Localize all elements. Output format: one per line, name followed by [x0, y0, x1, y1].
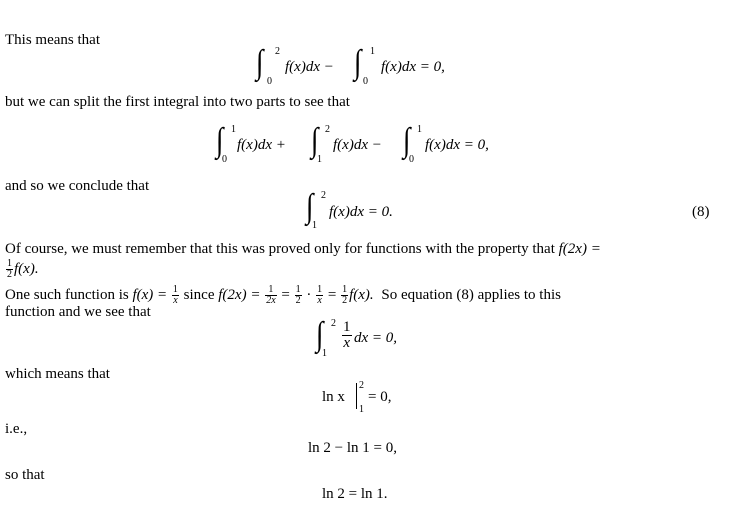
fraction-one-over-x: $\frac{1}{x}$ [317, 284, 323, 306]
integral-lower: 0 [222, 154, 227, 165]
integral-sign: ∫ [305, 188, 314, 225]
math-equals: = [281, 286, 294, 303]
integral-upper: 1 [231, 124, 236, 135]
text-of-course [5, 241, 601, 258]
evaluation-bar [356, 383, 357, 409]
math-fx: f(x). [14, 260, 39, 277]
integral-upper: 2 [275, 46, 280, 57]
text-this-means-that: This means that [5, 32, 100, 48]
eval-lower: 1 [359, 404, 364, 415]
integral-lower: 1 [312, 220, 317, 231]
math-f2x: f(2x) = [558, 241, 601, 257]
integral-upper: 1 [370, 46, 375, 57]
equation-1 [255, 44, 445, 90]
text-ie: i.e., [5, 421, 28, 437]
text-one-such-function [5, 285, 561, 306]
equation-6: ln 2 − ln 1 = 0, [308, 440, 398, 456]
math-f2x: f(2x) = [218, 286, 265, 303]
text-so-equation: So equation (8) applies to this [381, 286, 561, 303]
integral-lower: 0 [363, 76, 368, 87]
text-of-course-cont [5, 259, 39, 280]
text-conclude: and so we conclude that [5, 178, 150, 194]
fraction-half: $\frac{1}{2}$ [7, 258, 12, 280]
integral-upper: 2 [325, 124, 330, 135]
fraction-one-over-2x: $\frac{1}{2x}$ [266, 284, 276, 306]
text-split-integral: but we can split the first integral into two parts to see that [5, 94, 350, 110]
integrand: f(x)dx − [333, 137, 382, 153]
math-dot: · [306, 286, 316, 303]
integral-lower: 1 [317, 154, 322, 165]
equation-number: (8) [692, 204, 710, 220]
integral-sign: ∫ [255, 44, 264, 81]
text-function-and: function and we see that [5, 304, 151, 320]
integral-lower: 0 [267, 76, 272, 87]
equation-3 [305, 190, 445, 234]
math-fx: f(x). [349, 286, 374, 303]
integral-sign: ∫ [310, 122, 319, 159]
integral-upper: 1 [417, 124, 422, 135]
equation-4 [315, 318, 425, 362]
text-which-means: which means that [5, 366, 110, 382]
text-since: since [183, 286, 215, 303]
text-so-that: so that [5, 467, 45, 483]
integrand: f(x)dx − [285, 59, 334, 75]
equals-zero: = 0, [368, 389, 392, 405]
fraction-one-over-x: $\frac{1}{x}$ [172, 284, 178, 306]
equation-7: ln 2 = ln 1. [322, 486, 388, 502]
integrand: f(x)dx + [237, 137, 286, 153]
integrand: f(x)dx = 0, [381, 59, 445, 75]
integral-sign: ∫ [215, 122, 224, 159]
integral-upper: 2 [331, 318, 336, 329]
integrand: f(x)dx = 0, [425, 137, 489, 153]
integral-sign: ∫ [353, 44, 362, 81]
fraction-half: $\frac{1}{2}$ [342, 284, 348, 306]
math-fx-def: f(x) = [132, 286, 171, 303]
integral-lower: 1 [322, 348, 327, 359]
integral-upper: 2 [321, 190, 326, 201]
integrand: f(x)dx = 0. [329, 204, 393, 220]
text-of-course-body: Of course, we must remember that this was proved only for functions with the property that [5, 241, 555, 257]
fraction-one-over-x: $\frac{1}{x}$ [343, 319, 351, 351]
integral-sign: ∫ [315, 316, 324, 353]
integral-sign: ∫ [402, 122, 411, 159]
integral-lower: 0 [409, 154, 414, 165]
eval-upper: 2 [359, 380, 364, 391]
equation-5 [322, 380, 412, 416]
equation-2 [215, 124, 515, 168]
integrand-rest: dx = 0, [354, 330, 398, 346]
fraction-half: $\frac{1}{2}$ [295, 284, 301, 306]
math-equals: = [327, 286, 341, 303]
ln-x: ln x [322, 389, 345, 405]
text-one-such: One such function is [5, 286, 129, 303]
